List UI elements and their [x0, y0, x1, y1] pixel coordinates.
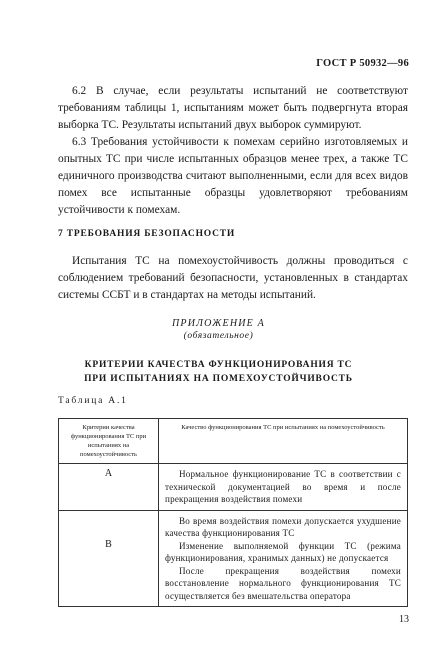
appendix-title-line-2: ПРИ ИСПЫТАНИЯХ НА ПОМЕХОУСТОЙЧИВОСТЬ	[84, 374, 353, 384]
page-number: 13	[399, 614, 409, 625]
table-row	[59, 510, 408, 607]
column-header-criteria: Критерии качества функционирования ТС при испытаниях на помехоустойчивость	[59, 419, 159, 464]
appendix-status: (обязательное)	[183, 331, 254, 341]
table-row	[59, 464, 408, 511]
standard-header: ГОСТ Р 50932—96	[316, 58, 409, 69]
quality-paragraph: После прекращения воздействия помехи восстановление нормального функционирования ТС осуществляется без вмешательства оператора	[165, 565, 401, 601]
criterion-cell: В	[59, 510, 159, 607]
paragraph-6-3: 6.3 Требования устойчивости к помехам серийно изготовляемых и опытных ТС при числе испытанных образцов менее трех, а также ТС единичного производства считают выполненными, если для всех видов помех все испытанные образцы удовлетворяют требованиям устойчивости к помехам.	[58, 136, 408, 216]
quality-cell	[159, 510, 408, 607]
criteria-table	[58, 418, 408, 607]
criterion-cell: А	[59, 464, 159, 511]
table-caption: Таблица А.1	[58, 396, 128, 406]
paragraph-6-2: 6.2 В случае, если результаты испытаний не соответствуют требованиям таблицы 1, испытаниям может быть подвергнута вторая выборка ТС. Результаты испытаний двух выборок суммируют.	[58, 85, 408, 131]
column-header-quality: Качество функционирования ТС при испытаниях на помехоустойчивость	[159, 419, 408, 464]
section-7-text: Испытания ТС на помехоустойчивость должны проводиться с соблюдением требований безопасности, установленных в стандартах системы ССБТ и в стандартах на методы испытаний.	[58, 255, 408, 301]
table-header-row	[59, 419, 408, 464]
section-7-title: 7 ТРЕБОВАНИЯ БЕЗОПАСНОСТИ	[58, 229, 236, 239]
quality-paragraph: Изменение выполняемой функции ТС (режима функционирования, хранимых данных) не допускается	[165, 540, 401, 563]
appendix-title-line-1: КРИТЕРИИ КАЧЕСТВА ФУНКЦИОНИРОВАНИЯ ТС	[84, 360, 353, 370]
quality-cell	[159, 464, 408, 511]
quality-paragraph: Во время воздействия помехи допускается ухудшение качества функционирования ТС	[165, 515, 401, 538]
appendix-label: ПРИЛОЖЕНИЕ А	[172, 318, 265, 329]
quality-paragraph: Нормальное функционирование ТС в соответствии с технической документацией во время и после прекращения воздействия помехи	[165, 469, 401, 504]
